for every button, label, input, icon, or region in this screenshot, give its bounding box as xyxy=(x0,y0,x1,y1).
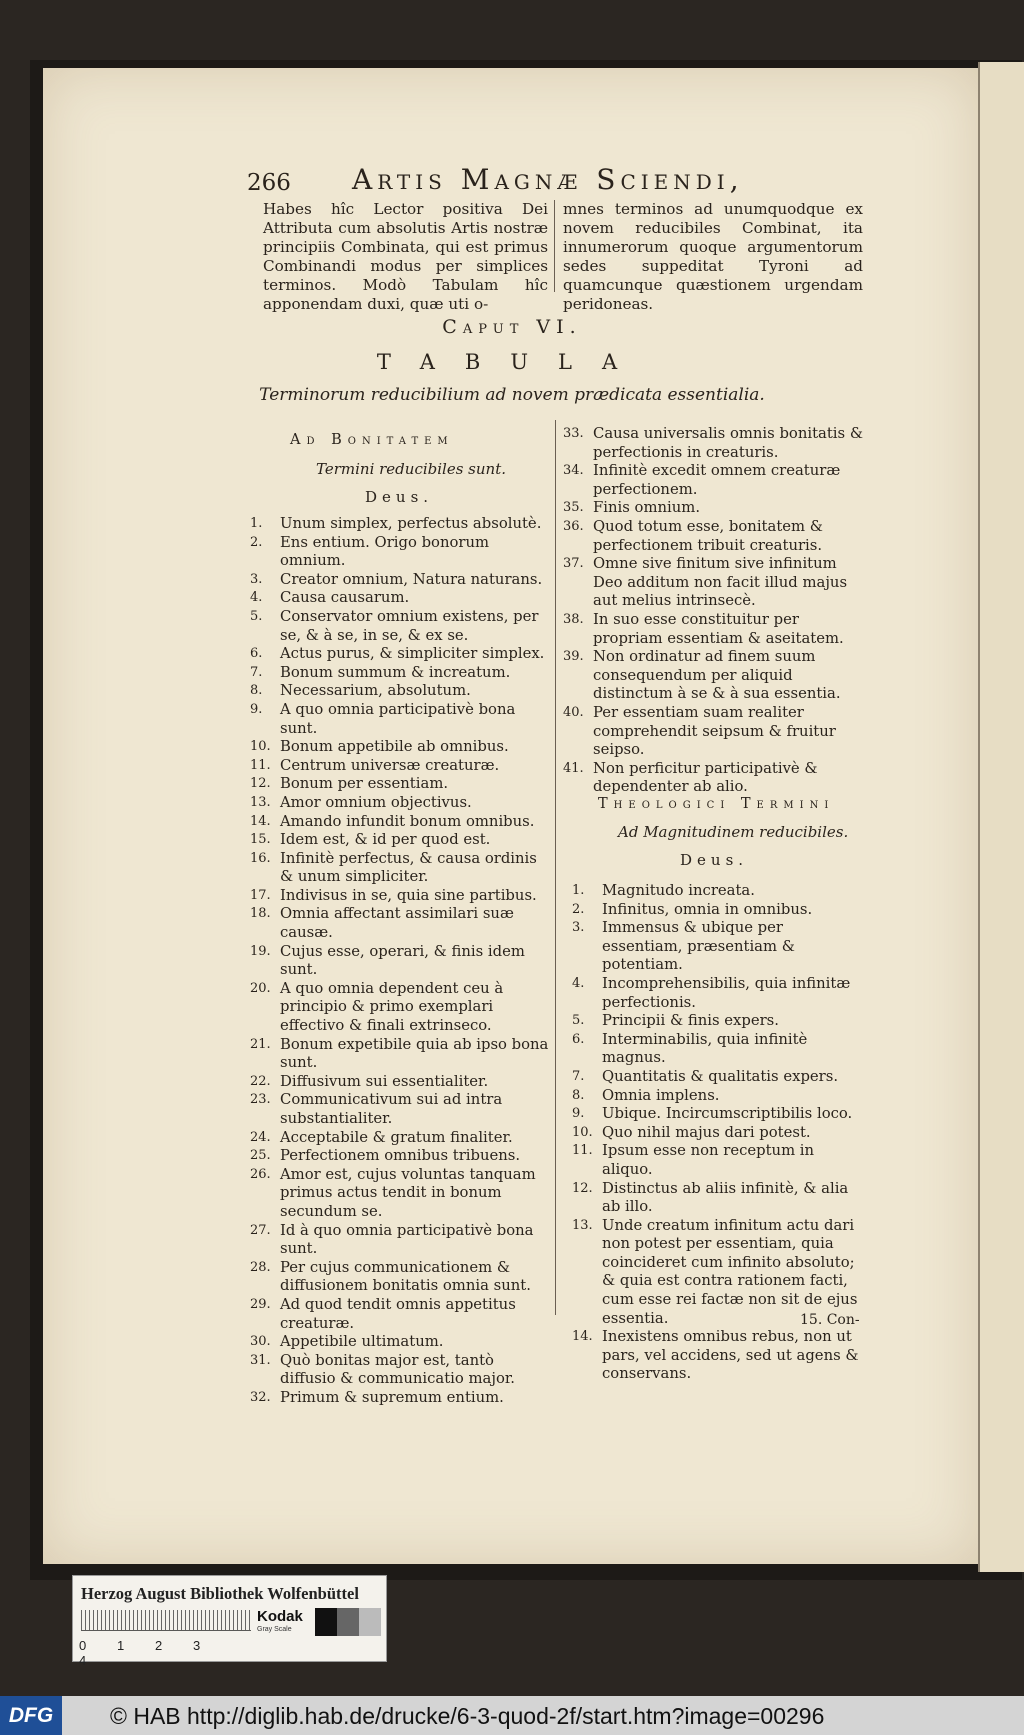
item-text: Incomprehensibilis, quia infinitæ perfectionis. xyxy=(602,974,851,1011)
list-item xyxy=(563,518,868,555)
list-item xyxy=(250,1166,550,1222)
item-number: 10. xyxy=(572,1124,593,1140)
item-text: Amor est, cujus voluntas tanquam primus actus tendit in bonum secundum se. xyxy=(280,1165,536,1220)
list-item xyxy=(563,425,868,462)
list-item xyxy=(572,1087,868,1106)
item-text: Ens entium. Origo bonorum omnium. xyxy=(280,533,490,570)
item-number: 21. xyxy=(250,1036,271,1052)
item-text: Causa universalis omnis bonitatis & perfectionis in creaturis. xyxy=(593,425,864,461)
item-number: 26. xyxy=(250,1166,271,1182)
item-text: Perfectionem omnibus tribuens. xyxy=(280,1147,521,1165)
item-text: Unum simplex, perfectus absolutè. xyxy=(280,515,542,532)
item-text: Principii & finis expers. xyxy=(602,1012,779,1030)
copyright-link[interactable]: © HAB http://diglib.hab.de/drucke/6-3-quod-2f/start.htm?image=00296 xyxy=(110,1703,825,1729)
item-text: Per cujus communicationem & diffusionem bonitatis omnia sunt. xyxy=(280,1258,531,1295)
item-text: Amando infundit bonum omnibus. xyxy=(280,812,535,830)
magnitudinem-term-list xyxy=(572,882,868,1384)
list-item xyxy=(250,738,550,757)
section-deus-right: Deus. xyxy=(680,851,749,869)
item-number: 15. xyxy=(250,832,271,848)
list-item xyxy=(250,887,550,906)
list-item xyxy=(250,682,550,701)
library-name: Herzog August Bibliothek Wolfenbüttel xyxy=(81,1584,359,1603)
item-number: 7. xyxy=(250,664,263,680)
list-item xyxy=(250,1389,550,1408)
item-text: Creator omnium, Natura naturans. xyxy=(280,570,543,588)
item-number: 20. xyxy=(250,980,271,996)
item-text: Immensus & ubique per essentiam, præsentiam & potentiam. xyxy=(602,919,795,974)
item-number: 12. xyxy=(250,776,271,792)
item-text: Finis omnium. xyxy=(593,499,701,517)
item-number: 25. xyxy=(250,1148,271,1164)
list-item xyxy=(250,757,550,776)
item-text: Magnitudo increata. xyxy=(602,882,755,899)
item-number: 32. xyxy=(250,1389,271,1405)
item-text: Id à quo omnia participativè bona sunt. xyxy=(280,1221,534,1258)
item-text: Distinctus ab aliis infinitè, & alia ab illo. xyxy=(602,1179,849,1216)
list-item xyxy=(250,571,550,590)
item-text: Acceptabile & gratum finaliter. xyxy=(280,1128,513,1146)
library-label-card xyxy=(72,1575,387,1668)
list-item xyxy=(563,555,868,611)
item-text: Centrum universæ creaturæ. xyxy=(280,756,500,774)
item-number: 14. xyxy=(250,813,271,829)
item-text: Omnia affectant assimilari suæ causæ. xyxy=(280,905,514,942)
list-item xyxy=(563,704,868,760)
item-text: Omne sive finitum sive infinitum Deo additum non facit illud majus aut melius intrinsecè. xyxy=(593,555,848,610)
list-item xyxy=(250,1036,550,1073)
item-text: Infinitè excedit omnem creaturæ perfectionem. xyxy=(593,462,841,498)
intro-right-column: mnes terminos ad unumquodque ex novem reducibiles Combinat, ita innumerorum quoque argumentorum sedes suppeditat Tyroni ad quamcunque quæstionem urgendam peridoneas. xyxy=(563,200,863,313)
item-number: 1. xyxy=(250,516,263,531)
item-text: A quo omnia participativè bona sunt. xyxy=(280,700,516,737)
item-number: 5. xyxy=(250,608,263,624)
item-number: 3. xyxy=(250,571,263,587)
item-number: 14. xyxy=(572,1329,593,1345)
item-number: 11. xyxy=(250,757,271,773)
scale-number: 4 xyxy=(79,1653,87,1668)
item-text: Quò bonitas major est, tantò diffusio & communicatio major. xyxy=(280,1351,516,1388)
list-item xyxy=(572,882,868,901)
section-subheading-bonitatem: Termini reducibiles sunt. xyxy=(316,460,506,478)
item-text: Amor omnium objectivus. xyxy=(280,793,472,811)
gray-patch-mid xyxy=(337,1608,359,1636)
item-text: Per essentiam suam realiter comprehendit seipsum & fruitur seipso. xyxy=(593,703,836,759)
item-number: 41. xyxy=(563,760,584,776)
list-item xyxy=(563,611,868,648)
gray-patch-light xyxy=(359,1608,381,1636)
list-item xyxy=(250,1296,550,1333)
facing-page-edge xyxy=(978,62,1024,1572)
list-item xyxy=(250,589,550,608)
item-text: Unde creatum infinitum actu dari non potest per essentiam, quia coincideret cum infinito absoluto; & quia est contra rationem facti, cum esse rei factæ non sit de ejus essentia. xyxy=(602,1216,858,1327)
list-item xyxy=(572,1328,868,1384)
item-number: 9. xyxy=(572,1106,585,1122)
item-number: 39. xyxy=(563,649,584,665)
item-text: Ubique. Incircumscriptibilis loco. xyxy=(602,1105,853,1123)
item-number: 22. xyxy=(250,1073,271,1089)
item-text: Bonum appetibile ab omnibus. xyxy=(280,738,509,756)
item-text: Infinitus, omnia in omnibus. xyxy=(602,900,813,918)
list-item xyxy=(250,515,550,534)
bonitatem-term-list xyxy=(250,515,550,1408)
list-item xyxy=(250,980,550,1036)
list-item xyxy=(250,1333,550,1352)
list-item xyxy=(250,645,550,664)
dfg-logo[interactable]: DFG xyxy=(0,1696,62,1735)
kodak-logo: Kodak xyxy=(257,1608,303,1625)
page-number: 266 xyxy=(247,170,291,196)
item-number: 12. xyxy=(572,1180,593,1196)
item-text: Non ordinatur ad finem suum consequendum per aliquid distinctum à se & à sua essentia. xyxy=(593,648,841,703)
item-text: Indivisus in se, quia sine partibus. xyxy=(280,886,537,904)
item-number: 19. xyxy=(250,943,271,959)
footer-bar xyxy=(0,1696,1024,1735)
list-item xyxy=(250,1259,550,1296)
item-number: 27. xyxy=(250,1222,271,1238)
list-item xyxy=(572,901,868,920)
intro-left-column: Habes hîc Lector positiva Dei Attributa cum absolutis Artis nostræ principiis Combinata, qui est primus Combinandi modus per simplices terminos. Modò Tabulam hîc apponendam duxi, quæ uti o- xyxy=(263,200,548,313)
list-item xyxy=(250,850,550,887)
section-heading-bonitatem: Ad Bonitatem xyxy=(290,432,454,448)
item-number: 38. xyxy=(563,611,584,627)
measuring-scale xyxy=(81,1610,251,1631)
item-number: 36. xyxy=(563,518,584,534)
item-number: 4. xyxy=(250,590,263,606)
intro-divider xyxy=(554,200,555,292)
section-deus-left: Deus. xyxy=(365,488,434,506)
list-item xyxy=(250,1129,550,1148)
list-item xyxy=(250,905,550,942)
item-number: 8. xyxy=(250,683,263,699)
item-number: 23. xyxy=(250,1092,271,1108)
item-number: 7. xyxy=(572,1068,585,1084)
gray-patch-black xyxy=(315,1608,337,1636)
item-text: Causa causarum. xyxy=(280,589,410,607)
list-item xyxy=(572,1012,868,1031)
list-item xyxy=(250,1091,550,1128)
list-item xyxy=(572,1180,868,1217)
item-text: Ipsum esse non receptum in aliquo. xyxy=(602,1142,815,1178)
item-number: 28. xyxy=(250,1259,271,1275)
item-text: Quantitatis & qualitatis expers. xyxy=(602,1067,839,1085)
item-text: Communicativum sui ad intra substantialiter. xyxy=(280,1091,503,1127)
column-divider xyxy=(555,420,556,1315)
section-subheading-magnitudinem: Ad Magnitudinem reducibiles. xyxy=(618,823,849,841)
item-text: A quo omnia dependent ceu à principio & primo exemplari effectivo & finali extrinseco. xyxy=(280,979,504,1035)
catchword: 15. Con- xyxy=(800,1312,860,1328)
item-number: 17. xyxy=(250,887,271,903)
item-number: 13. xyxy=(572,1217,593,1233)
item-text: Omnia implens. xyxy=(602,1086,720,1104)
list-item xyxy=(250,794,550,813)
item-text: Quo nihil majus dari potest. xyxy=(602,1123,811,1141)
list-item xyxy=(572,1031,868,1068)
item-text: Actus purus, & simpliciter simplex. xyxy=(280,645,545,663)
item-number: 5. xyxy=(572,1013,585,1029)
item-number: 35. xyxy=(563,500,584,516)
list-item xyxy=(250,775,550,794)
list-item xyxy=(563,462,868,499)
item-text: Idem est, & id per quod est. xyxy=(280,831,491,849)
item-text: Interminabilis, quia infinitè magnus. xyxy=(602,1030,808,1067)
list-item xyxy=(250,831,550,850)
item-text: Infinitè perfectus, & causa ordinis & unum simpliciter. xyxy=(280,849,537,886)
list-item xyxy=(572,1124,868,1143)
item-number: 37. xyxy=(563,556,584,572)
item-number: 33. xyxy=(563,426,584,441)
list-item xyxy=(250,664,550,683)
item-number: 4. xyxy=(572,975,585,991)
list-item xyxy=(250,1073,550,1092)
item-text: Non perficitur participativè & dependenter ab alio. xyxy=(593,759,818,796)
list-item xyxy=(250,608,550,645)
item-number: 2. xyxy=(250,534,263,550)
item-text: Bonum per essentiam. xyxy=(280,775,449,793)
list-item xyxy=(563,499,868,518)
item-number: 11. xyxy=(572,1143,593,1159)
item-number: 6. xyxy=(572,1031,585,1047)
item-number: 40. xyxy=(563,704,584,720)
item-text: Cujus esse, operari, & finis idem sunt. xyxy=(280,942,525,979)
item-text: Ad quod tendit omnis appetitus creaturæ. xyxy=(280,1295,516,1332)
item-number: 16. xyxy=(250,850,271,866)
item-number: 1. xyxy=(572,883,585,898)
item-text: Diffusivum sui essentialiter. xyxy=(280,1072,489,1090)
item-number: 18. xyxy=(250,906,271,922)
item-text: In suo esse constituitur per propriam essentiam & aseitatem. xyxy=(593,610,844,647)
item-number: 13. xyxy=(250,794,271,810)
item-text: Bonum expetibile quia ab ipso bona sunt. xyxy=(280,1035,549,1072)
scale-numbers xyxy=(79,1638,254,1668)
item-text: Appetibile ultimatum. xyxy=(280,1333,444,1351)
item-number: 6. xyxy=(250,646,263,662)
section-heading-theologici: Theologici Termini xyxy=(598,796,835,812)
item-number: 34. xyxy=(563,463,584,479)
table-subtitle: Terminorum reducibilium ad novem prædicata essentialia. xyxy=(259,385,765,405)
list-item xyxy=(572,919,868,975)
list-item xyxy=(563,760,868,797)
item-text: Quod totum esse, bonitatem & perfectionem tribuit creaturis. xyxy=(593,517,823,554)
item-text: Primum & supremum entium. xyxy=(280,1388,504,1406)
list-item xyxy=(250,534,550,571)
item-number: 30. xyxy=(250,1334,271,1350)
list-item xyxy=(250,813,550,832)
running-title: Artis Magnæ Sciendi, xyxy=(352,163,744,196)
list-item xyxy=(250,1222,550,1259)
item-number: 24. xyxy=(250,1129,271,1145)
list-item xyxy=(250,1352,550,1389)
item-number: 31. xyxy=(250,1352,271,1368)
item-text: Inexistens omnibus rebus, non ut pars, vel accidens, sed ut agens & conservans. xyxy=(602,1328,859,1383)
chapter-heading: Caput VI. xyxy=(442,316,582,338)
table-heading: TABULA xyxy=(376,350,648,374)
scale-number: 3 xyxy=(193,1638,201,1653)
list-item xyxy=(250,701,550,738)
list-item xyxy=(563,648,868,704)
bonitatem-term-list-continued xyxy=(563,425,868,797)
scale-number: 0 xyxy=(79,1638,87,1653)
list-item xyxy=(250,1147,550,1166)
item-number: 8. xyxy=(572,1087,585,1103)
item-number: 9. xyxy=(250,701,263,717)
item-number: 10. xyxy=(250,739,271,755)
item-text: Bonum summum & increatum. xyxy=(280,663,511,681)
list-item xyxy=(572,975,868,1012)
scale-number: 1 xyxy=(117,1638,125,1653)
scale-number: 2 xyxy=(155,1638,163,1653)
item-text: Necessarium, absolutum. xyxy=(280,682,471,700)
list-item xyxy=(572,1142,868,1179)
item-number: 29. xyxy=(250,1296,271,1312)
kodak-sublabel: Gray Scale xyxy=(257,1626,292,1633)
item-number: 2. xyxy=(572,901,585,917)
list-item xyxy=(572,1068,868,1087)
item-text: Conservator omnium existens, per se, & à se, in se, & ex se. xyxy=(280,607,539,644)
list-item xyxy=(572,1105,868,1124)
item-number: 3. xyxy=(572,920,585,936)
list-item xyxy=(250,943,550,980)
